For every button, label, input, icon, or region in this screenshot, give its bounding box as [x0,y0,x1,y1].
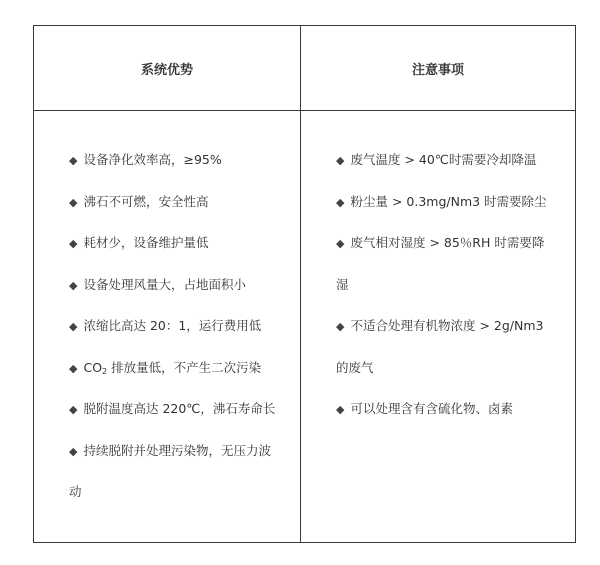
diamond-bullet-icon: ◆ [69,403,78,416]
diamond-bullet-icon: ◆ [336,237,345,250]
diamond-bullet-icon: ◆ [69,154,78,167]
diamond-bullet-icon: ◆ [69,195,78,209]
list-item: ◆ 浓缩比高达 20：1，运行费用低 [69,318,262,333]
diamond-bullet-icon: ◆ [69,361,78,375]
list-item: ◆ 不适合处理有机物浓度 > 2g/Nm3 [336,318,544,333]
advantages-column [69,139,297,513]
list-item: ◆ 设备处理风量大，占地面积小 [69,276,246,292]
diamond-bullet-icon: ◆ [336,154,345,167]
header-notes: 注意事项 [411,62,464,78]
list-item: ◆ 设备净化效率高，≥95% [69,152,222,167]
comparison-table [33,25,576,543]
diamond-bullet-icon: ◆ [69,237,78,250]
diamond-bullet-icon: ◆ [336,320,345,333]
notes-column [336,139,572,430]
list-item-continuation: 的废气 [336,359,374,375]
diamond-bullet-icon: ◆ [69,444,78,458]
list-item: ◆ 沸石不可燃，安全性高 [69,193,209,209]
diamond-bullet-icon: ◆ [69,320,78,333]
list-item: ◆ 废气温度 > 40℃时需要冷却降温 [336,152,537,167]
list-item: ◆ 废气相对湿度 > 85％RH 时需要降 [336,235,545,250]
list-item: ◆ 脱附温度高达 220℃，沸石寿命长 [69,401,276,416]
diamond-bullet-icon: ◆ [336,403,345,416]
list-item: ◆ 持续脱附并处理污染物，无压力波 [69,442,271,458]
diamond-bullet-icon: ◆ [336,195,345,209]
list-item: ◆ 粉尘量 > 0.3mg/Nm3 时需要除尘 [336,193,547,209]
header-divider [34,110,575,111]
list-item-continuation: 动 [69,484,82,499]
diamond-bullet-icon: ◆ [69,278,78,292]
list-item-continuation: 湿 [336,276,349,292]
list-item: ◆ $CO_2$ 排放量低，不产生二次污染 [69,359,262,376]
header-advantages: 系统优势 [140,62,193,78]
list-item: ◆ 可以处理含有含硫化物、卤素 [336,401,513,416]
list-item: ◆ 耗材少，设备维护量低 [69,235,209,250]
